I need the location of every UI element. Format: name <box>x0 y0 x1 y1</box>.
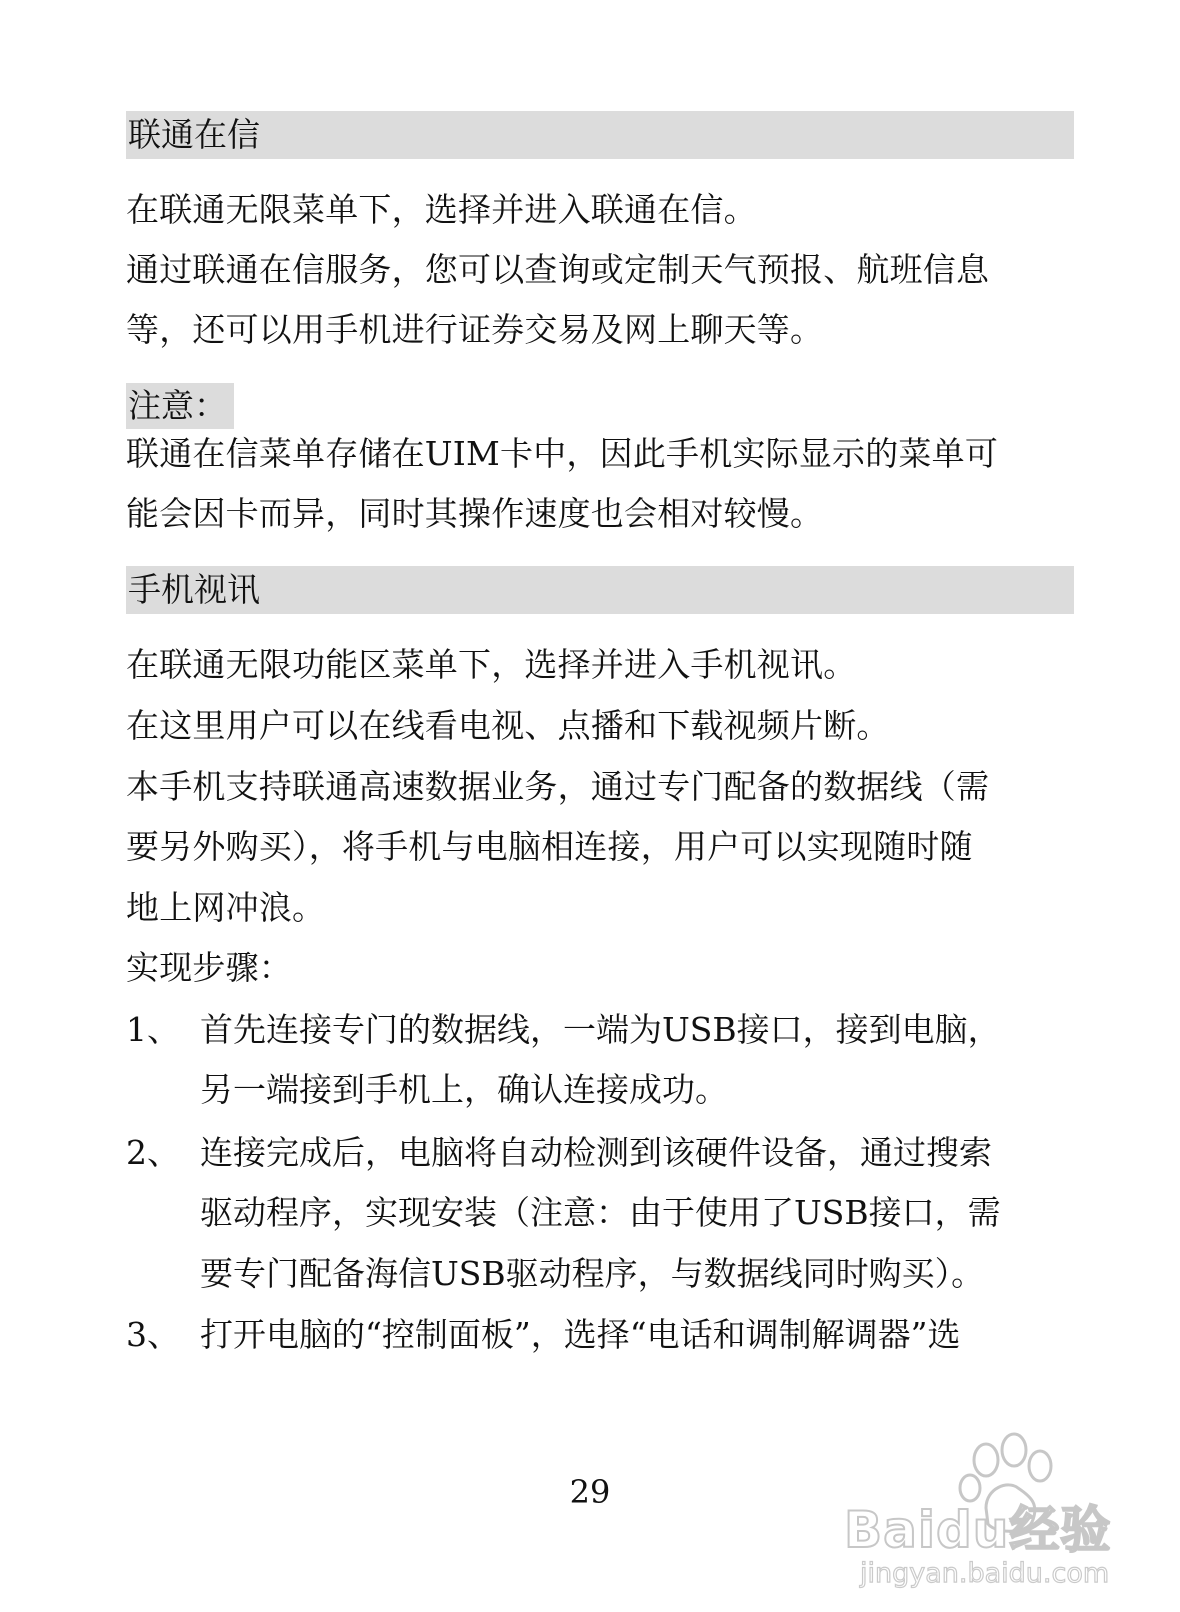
paragraph-line: 实现步骤： <box>126 948 292 987</box>
step-line: 驱动程序，实现安装（注意：由于使用了USB接口，需 <box>200 1193 1001 1232</box>
paragraph-line: 本手机支持联通高速数据业务，通过专门配备的数据线（需 <box>126 767 990 806</box>
paragraph-line: 地上网冲浪。 <box>126 888 326 927</box>
step-line: 首先连接专门的数据线，一端为USB接口，接到电脑， <box>200 1010 1001 1049</box>
step-line: 打开电脑的“控制面板”，选择“电话和调制解调器”选 <box>200 1315 961 1354</box>
note-line: 联通在信菜单存储在UIM卡中，因此手机实际显示的菜单可 <box>126 434 999 473</box>
step-line: 要专门配备海信USB驱动程序，与数据线同时购买）。 <box>200 1254 985 1293</box>
note-label: 注意： <box>126 383 234 429</box>
paragraph-line: 要另外购买），将手机与电脑相连接，用户可以实现随时随 <box>126 827 973 866</box>
paragraph-line: 等，还可以用手机进行证券交易及网上聊天等。 <box>126 310 824 349</box>
baidu-watermark <box>838 1430 1168 1600</box>
step-number: 2、 <box>126 1133 180 1172</box>
step-line: 另一端接到手机上，确认连接成功。 <box>200 1070 728 1109</box>
watermark-url: jingyan.baidu.com <box>860 1558 1110 1589</box>
paragraph-line: 在联通无限菜单下，选择并进入联通在信。 <box>126 190 757 229</box>
paragraph-line: 通过联通在信服务，您可以查询或定制天气预报、航班信息 <box>126 250 990 289</box>
note-line: 能会因卡而异，同时其操作速度也会相对较慢。 <box>126 494 824 533</box>
step-number: 1、 <box>126 1010 180 1049</box>
paragraph-line: 在这里用户可以在线看电视、点播和下载视频片断。 <box>126 706 890 745</box>
section-title-mobile-video: 手机视讯 <box>126 566 1074 614</box>
page-number: 29 <box>569 1473 611 1511</box>
watermark-brand: Baidu经验 <box>844 1501 1112 1559</box>
section-title-unicom-zaixin: 联通在信 <box>126 111 1074 159</box>
step-line: 连接完成后，电脑将自动检测到该硬件设备，通过搜索 <box>200 1133 992 1172</box>
step-number: 3、 <box>126 1315 180 1354</box>
paragraph-line: 在联通无限功能区菜单下，选择并进入手机视讯。 <box>126 645 857 684</box>
